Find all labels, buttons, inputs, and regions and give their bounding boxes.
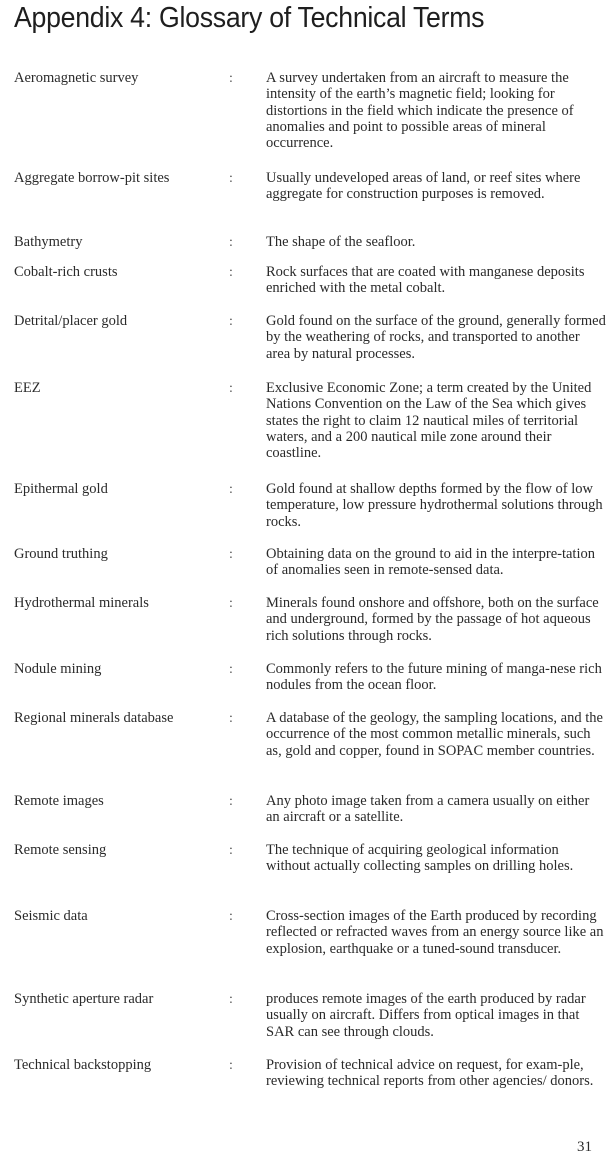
glossary-definition: Gold found on the surface of the ground, generally formed by the weathering of rocks, and transported to another area by natural processes. [266,313,606,362]
glossary-definition: The technique of acquiring geological information without actually collecting samples on drilling holes. [266,842,574,875]
term-separator: : [229,381,233,396]
glossary-definition: Gold found at shallow depths formed by the flow of low temperature, low pressure hydrothermal solutions through rocks. [266,481,603,530]
term-separator: : [229,711,233,726]
glossary-term: Synthetic aperture radar [14,991,154,1007]
glossary-definition: Rock surfaces that are coated with manganese deposits enriched with the metal cobalt. [266,264,585,297]
glossary-definition: The shape of the seafloor. [266,234,416,250]
glossary-definition: Exclusive Economic Zone; a term created by the United Nations Convention on the Law of the Sea which gives states the right to claim 12 nautical miles of territorial waters, and a 200 nautical mile zone around their coastline. [266,380,592,462]
term-separator: : [229,171,233,186]
glossary-term: Detrital/placer gold [14,313,128,329]
term-separator: : [229,265,233,280]
glossary-term: Regional minerals database [14,710,174,726]
term-separator: : [229,1058,233,1073]
glossary-definition: Provision of technical advice on request, for exam-ple, reviewing technical reports from other agencies/ donors. [266,1057,594,1090]
glossary-term: Remote sensing [14,842,107,858]
glossary-term: Technical backstopping [14,1057,152,1073]
term-separator: : [229,482,233,497]
term-separator: : [229,992,233,1007]
term-separator: : [229,71,233,86]
glossary-definition: A database of the geology, the sampling locations, and the occurrence of the most common metallic minerals, such as, gold and copper, found in SOPAC member countries. [266,710,603,759]
glossary-term: Remote images [14,793,104,809]
glossary-definition: Commonly refers to the future mining of manga-nese rich nodules from the ocean floor. [266,661,602,694]
glossary-term: Bathymetry [14,234,83,250]
glossary-term: Epithermal gold [14,481,108,497]
glossary-definition: Obtaining data on the ground to aid in the interpre-tation of anomalies seen in remote-sensed data. [266,546,595,579]
glossary-term: Ground truthing [14,546,108,562]
glossary-definition: produces remote images of the earth produced by radar usually on aircraft. Differs from optical images in that SAR can see through clouds. [266,991,586,1040]
page-title: Appendix 4: Glossary of Technical Terms [14,2,485,34]
term-separator: : [229,547,233,562]
term-separator: : [229,314,233,329]
glossary-term: Aeromagnetic survey [14,70,139,86]
page-number: 31 [577,1139,592,1155]
term-separator: : [229,794,233,809]
term-separator: : [229,843,233,858]
glossary-definition: Any photo image taken from a camera usually on either an aircraft or a satellite. [266,793,590,826]
glossary-definition: Usually undeveloped areas of land, or reef sites where aggregate for construction purposes is removed. [266,170,581,203]
term-separator: : [229,235,233,250]
glossary-term: Nodule mining [14,661,102,677]
glossary-term: Cobalt-rich crusts [14,264,118,280]
glossary-term: Hydrothermal minerals [14,595,149,611]
glossary-term: Seismic data [14,908,88,924]
glossary-term: EEZ [14,380,41,396]
term-separator: : [229,596,233,611]
glossary-definition: Cross-section images of the Earth produced by recording reflected or refracted waves from an energy source like an explosion, earthquake or a tuned-sound transducer. [266,908,604,957]
glossary-definition: Minerals found onshore and offshore, both on the surface and underground, formed by the passage of hot aqueous rich solutions through rocks. [266,595,599,644]
term-separator: : [229,662,233,677]
glossary-definition: A survey undertaken from an aircraft to measure the intensity of the earth’s magnetic field; looking for distortions in the field which indicate the presence of anomalies and point to possible areas of mineral occurrence. [266,70,574,152]
term-separator: : [229,909,233,924]
glossary-term: Aggregate borrow-pit sites [14,170,170,186]
